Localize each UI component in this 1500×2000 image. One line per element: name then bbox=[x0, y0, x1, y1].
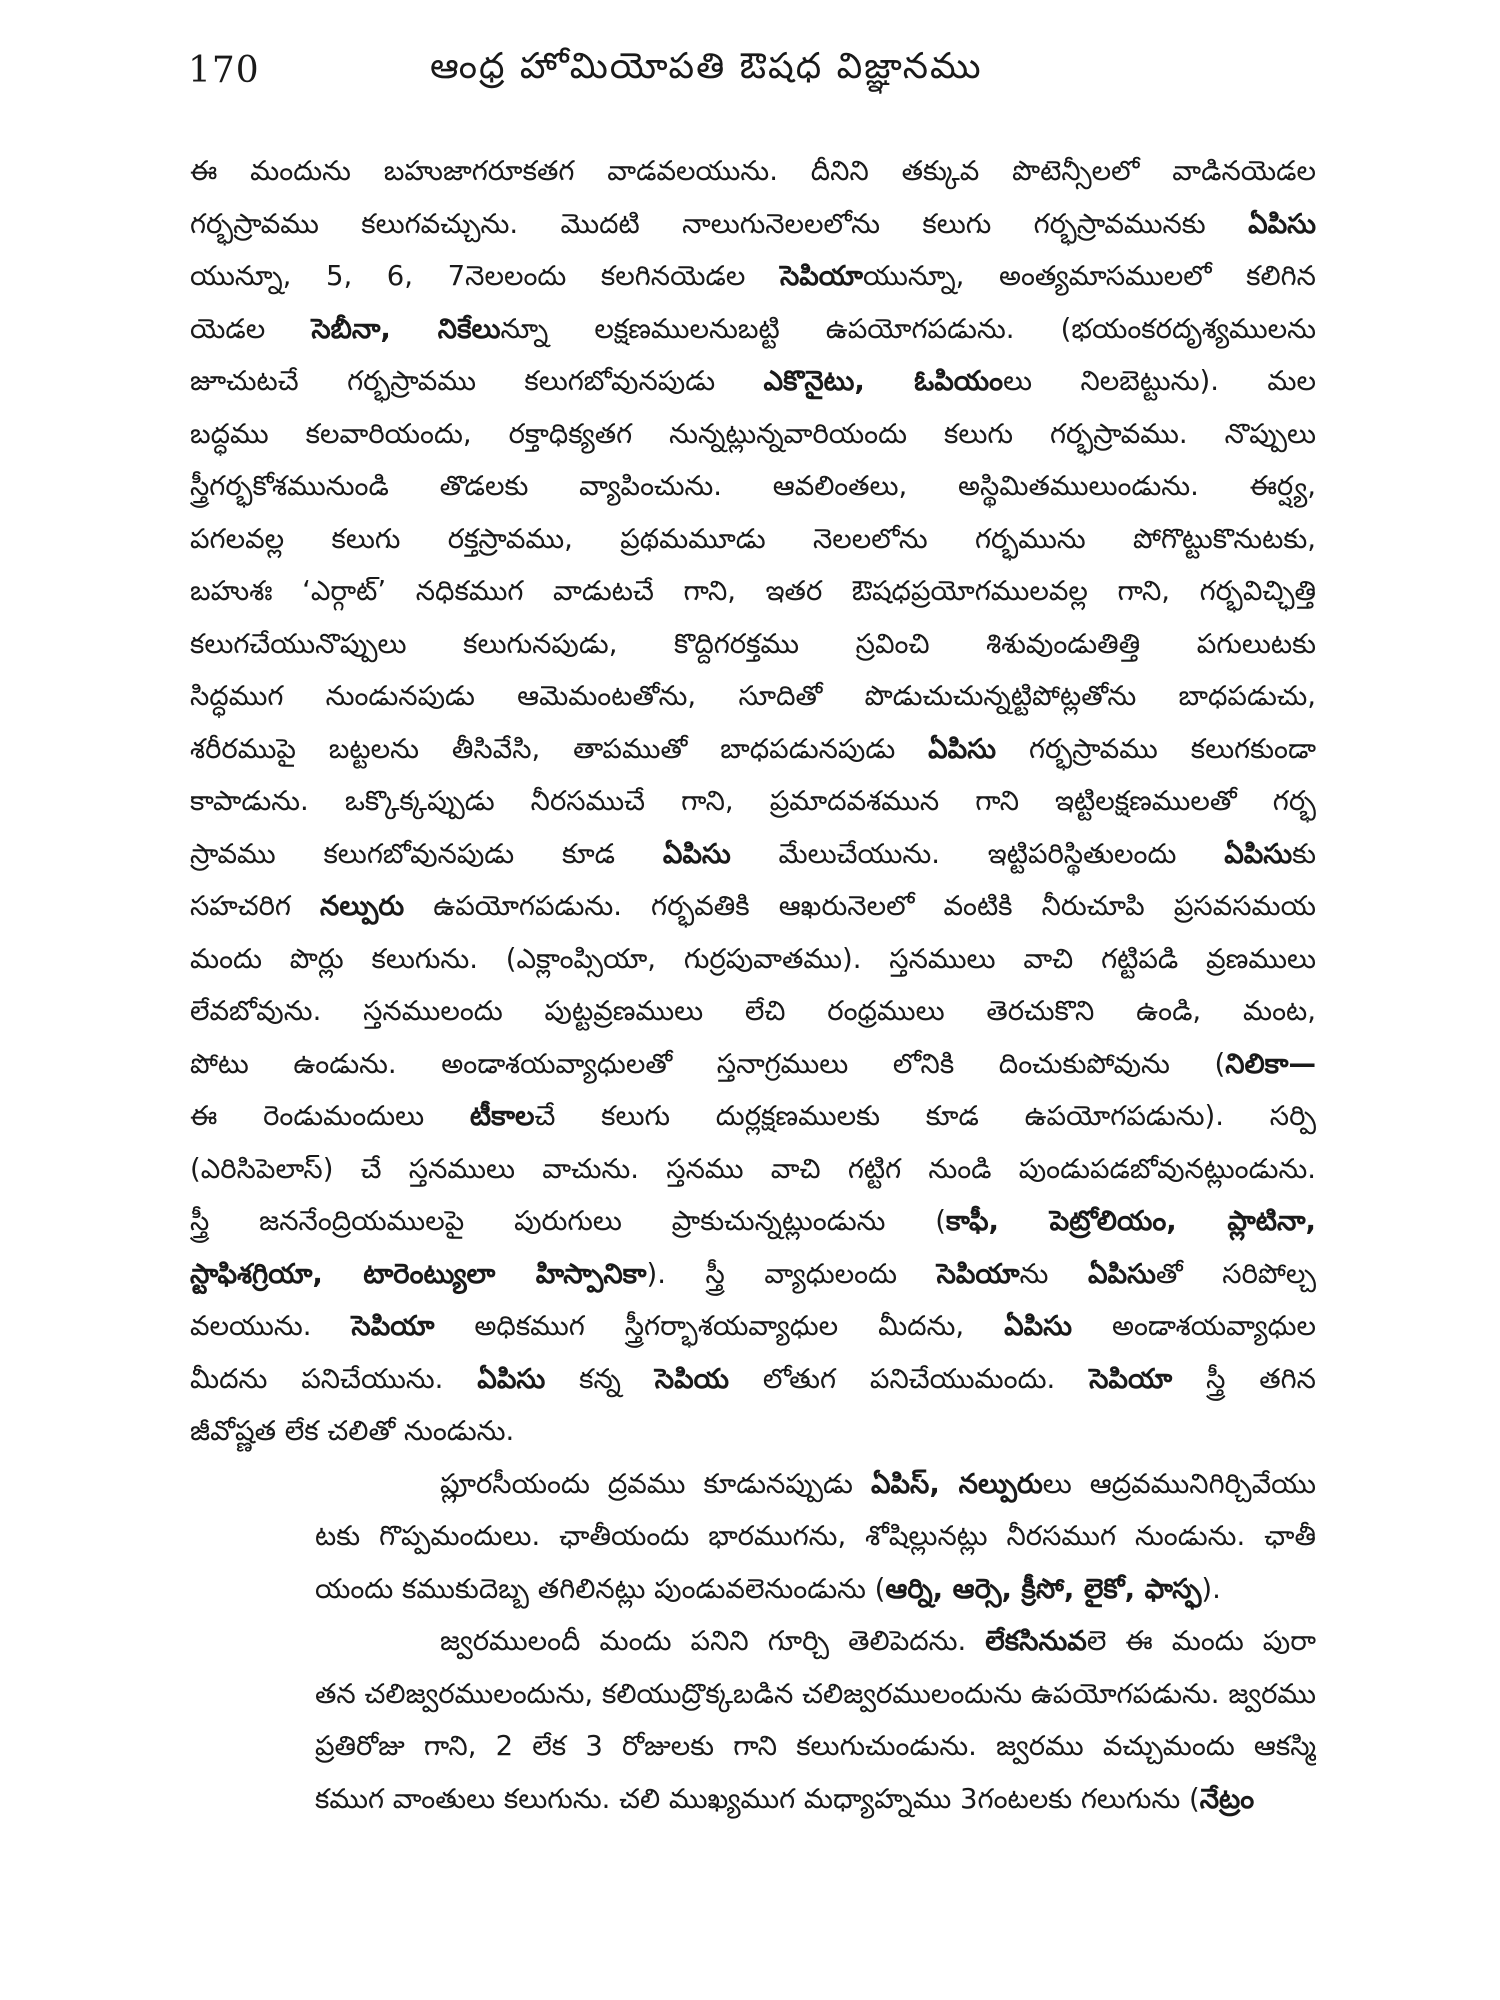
text-run: (ఎరిసిపెలాస్) చే స్తనములు వాచును. స్తనము వాచి గట్టిగ నుండి పుండుపడబోవునట్లుండును. bbox=[190, 1152, 1316, 1185]
text-run: ప్లూరసీయందు ద్రవము కూడునప్పుడు bbox=[440, 1467, 871, 1500]
text-line bbox=[190, 408, 1316, 461]
text-run: కాపాడును. ఒక్కొక్కప్పుడు నీరసముచే గాని, ప్రమాదవశమున గాని ఇట్టిలక్షణములతో గర్భ bbox=[190, 785, 1316, 817]
bold-remedy-name: టీకాల bbox=[469, 1100, 535, 1132]
text-line bbox=[190, 1720, 1316, 1773]
text-line bbox=[190, 1038, 1316, 1091]
bold-remedy-name: సెపియా bbox=[779, 260, 863, 292]
bold-remedy-name: సెపియా bbox=[1089, 1362, 1173, 1395]
text-line bbox=[190, 460, 1316, 513]
text-line bbox=[190, 723, 1316, 776]
text-run: ప్రతిరోజు గాని, 2 లేక 3 రోజులకు గాని కలుగుచుండును. జ్వరము వచ్చుమందు ఆకస్మి bbox=[315, 1730, 1316, 1762]
text-run: మందు పొర్లు కలుగును. (ఎక్లాంప్సియా, గుర్రపువాతము). స్తనములు వాచి గట్టిపడి వ్రణములు bbox=[190, 942, 1316, 975]
bold-remedy-name: సెపియ bbox=[654, 1362, 730, 1395]
text-line bbox=[190, 250, 1316, 303]
text-line bbox=[190, 828, 1316, 881]
text-run: అధికముగ స్త్రీగర్భాశయవ్యాధుల మీదను, bbox=[434, 1310, 1005, 1342]
text-line bbox=[190, 880, 1316, 933]
text-run: ఈ మందును బహుజాగరూకతగ వాడవలయును. దీనిని తక్కువ పొటెన్సీలలో వాడినయెడల bbox=[190, 155, 1316, 187]
text-line bbox=[190, 355, 1316, 408]
body-text bbox=[190, 145, 1316, 1825]
text-run: శరీరముపై బట్టలను తీసివేసి, తాపముతో బాధపడునపుడు bbox=[190, 732, 929, 765]
text-run: తన చలిజ్వరములందును, కలియుద్రొక్కబడిన చలిజ్వరములందును ఉపయోగపడును. జ్వరము bbox=[315, 1677, 1316, 1710]
text-run: గర్భస్రావము కలుగవచ్చును. మొదటి నాలుగునెలలలోను కలుగు గర్భస్రావమునకు bbox=[190, 207, 1249, 240]
bold-remedy-name: సెపియా bbox=[351, 1310, 435, 1342]
text-line bbox=[190, 1615, 1316, 1668]
text-run: యున్నూ, అంత్యమాసములలో కలిగిన bbox=[863, 260, 1316, 292]
bold-remedy-name: ఏపిసు bbox=[662, 837, 731, 870]
text-run: చే కలుగు దుర్లక్షణములకు కూడ ఉపయోగపడును). సర్పి bbox=[534, 1100, 1316, 1132]
text-line bbox=[190, 1510, 1316, 1563]
text-line bbox=[190, 1563, 1316, 1616]
text-run: బద్ధము కలవారియందు, రక్తాధిక్యతగ నున్నట్లున్నవారియందు కలుగు గర్భస్రావము. నొప్పులు bbox=[190, 417, 1316, 450]
text-run: పగలవల్ల కలుగు రక్తస్రావము, ప్రథమమూడు నెలలలోను గర్భమును పోగొట్టుకొనుటకు, bbox=[190, 522, 1316, 555]
text-line bbox=[190, 198, 1316, 251]
text-run: సహచరిగ bbox=[190, 890, 321, 922]
text-run: స్రావము కలుగబోవునపుడు కూడ bbox=[190, 837, 663, 870]
text-line bbox=[190, 1300, 1316, 1353]
paragraph bbox=[190, 145, 1316, 1458]
text-run: సిద్ధముగ నుండునపుడు ఆమెమంటతోను, సూదితో పొడుచుచున్నట్టిపోట్లతోను బాధపడుచు, bbox=[190, 680, 1316, 712]
text-line bbox=[190, 513, 1316, 566]
text-line bbox=[190, 1668, 1316, 1721]
bold-remedy-name: సెబీనా, నికేలు bbox=[311, 312, 501, 345]
text-run: అండాశయవ్యాధుల bbox=[1072, 1310, 1316, 1342]
paragraph bbox=[190, 1458, 1316, 1616]
text-run: జీవోష్ణత లేక చలితో నుండును. bbox=[190, 1415, 515, 1447]
text-run: మీదను పనిచేయును. bbox=[190, 1362, 478, 1395]
text-run: యెడల bbox=[190, 312, 312, 345]
text-run: ). bbox=[1201, 1572, 1221, 1605]
bold-remedy-name: నేట్రం bbox=[1199, 1782, 1255, 1815]
text-run: పోటు ఉండును. అండాశయవ్యాధులతో స్తనాగ్రములు లోనికి దించుకుపోవును ( bbox=[190, 1047, 1226, 1080]
text-run: లు ఆద్రవమునిగిర్చివేయు bbox=[1042, 1467, 1316, 1500]
text-line bbox=[190, 1195, 1316, 1248]
text-line bbox=[190, 1248, 1316, 1301]
text-run: టకు గొప్పమందులు. ఛాతీయందు భారముగను, శోషిల్లునట్లు నీరసముగ నుండును. ఛాతీ bbox=[315, 1520, 1316, 1552]
text-line bbox=[190, 985, 1316, 1038]
text-line bbox=[190, 1143, 1316, 1196]
text-run: కముగ వాంతులు కలుగును. చలి ముఖ్యముగ మధ్యాహ్నము 3గంటలకు గలుగును ( bbox=[315, 1782, 1200, 1815]
bold-remedy-name: ఏపిసు bbox=[477, 1362, 546, 1395]
text-run: స్త్రీ తగిన bbox=[1172, 1362, 1316, 1395]
text-line bbox=[190, 303, 1316, 356]
text-run: యందు కముకుదెబ్బ తగిలినట్లు పుండువలెనుండును ( bbox=[315, 1572, 886, 1605]
text-line bbox=[190, 933, 1316, 986]
text-run: స్త్రీ జననేంద్రియములపై పురుగులు ప్రాకుచున్నట్లుండును ( bbox=[190, 1205, 946, 1237]
text-line bbox=[190, 145, 1316, 198]
page-number: 170 bbox=[188, 50, 260, 91]
text-run: జూచుటచే గర్భస్రావము కలుగబోవునపుడు bbox=[190, 365, 764, 397]
text-run: కు bbox=[1292, 837, 1316, 870]
text-run: తో సరిపోల్చ bbox=[1155, 1257, 1316, 1290]
bold-remedy-name: లేకసినువ bbox=[985, 1625, 1087, 1657]
text-run: న్నూ లక్షణములనుబట్టి ఉపయోగపడును. (భయంకరదృశ్యములను bbox=[500, 312, 1316, 345]
paragraph bbox=[190, 1615, 1316, 1825]
text-line bbox=[190, 775, 1316, 828]
bold-remedy-name: సెపియా bbox=[936, 1257, 1020, 1290]
bold-remedy-name: నల్పురు bbox=[320, 890, 405, 922]
text-run: వలయును. bbox=[190, 1310, 352, 1342]
text-line bbox=[190, 618, 1316, 671]
text-line bbox=[190, 670, 1316, 723]
text-run: ఉపయోగపడును. గర్భవతికి ఆఖరునెలలో వంటికి నీరుచూపి ప్రసవసమయ bbox=[404, 890, 1316, 922]
text-run: యున్నూ, 5, 6, 7నెలలందు కలగినయెడల bbox=[190, 260, 780, 292]
text-run: ఈ రెండుమందులు bbox=[190, 1100, 470, 1132]
text-run: ). స్త్రీ వ్యాధులందు bbox=[646, 1257, 937, 1290]
text-line bbox=[190, 1353, 1316, 1406]
text-run: కన్న bbox=[545, 1362, 655, 1395]
text-run: మేలుచేయును. ఇట్టిపరిస్థితులందు bbox=[730, 837, 1225, 870]
page-header bbox=[0, 38, 1500, 108]
text-run: జ్వరములందీ మందు పనిని గూర్చి తెలిపెదను. bbox=[440, 1625, 986, 1657]
text-run: గర్భస్రావము కలుగకుండా bbox=[996, 732, 1316, 765]
bold-remedy-name: ఎకొనైటు, ఓపియం bbox=[763, 365, 1004, 397]
text-run: లోతుగ పనిచేయుమందు. bbox=[729, 1362, 1090, 1395]
text-run: బహుశః ‘ఎర్గాట్’ నధికముగ వాడుటచే గాని, ఇతర ఔషధప్రయోగములవల్ల గాని, గర్భవిచ్ఛిత్తి bbox=[190, 575, 1316, 607]
bold-remedy-name: ఏపిస్, నల్పురు bbox=[870, 1467, 1043, 1500]
text-run: లు నిలబెట్టును). మల bbox=[1003, 365, 1316, 397]
text-line bbox=[190, 1773, 1316, 1826]
text-line bbox=[190, 565, 1316, 618]
bold-remedy-name: ఏపిసు bbox=[928, 732, 997, 765]
bold-remedy-name: ఏపిసు bbox=[1248, 207, 1316, 240]
text-line bbox=[190, 1090, 1316, 1143]
text-run: లె ఈ మందు పురా bbox=[1086, 1625, 1316, 1657]
bold-remedy-name: స్టాఫిశగ్రియా, టారెంట్యులా హిస్పానికా bbox=[190, 1257, 647, 1290]
bold-remedy-name: నిలికా— bbox=[1225, 1047, 1316, 1080]
bold-remedy-name: ఆర్ని, ఆర్సె, క్రీసో, లైకో, ఫాస్ఫ bbox=[885, 1572, 1202, 1605]
bold-remedy-name: ఏపిసు bbox=[1087, 1257, 1156, 1290]
running-title: ఆంధ్ర హోమియోపతి ఔషధ విజ్ఞానము bbox=[430, 46, 983, 87]
text-run: ను bbox=[1019, 1257, 1088, 1290]
text-line bbox=[190, 1405, 1316, 1458]
text-line bbox=[190, 1458, 1316, 1511]
text-run: కలుగచేయునొప్పులు కలుగునపుడు, కొద్దిగరక్తము స్రవించి శిశువుండుతిత్తి పగులుటకు bbox=[190, 627, 1316, 660]
bold-remedy-name: కాఫీ, పెట్రోలియం, ప్లాటినా, bbox=[946, 1205, 1316, 1237]
text-run: స్త్రీగర్భకోశమునుండి తొడలకు వ్యాపించును. ఆవలింతలు, అస్థిమితములుండును. ఈర్ష్య, bbox=[190, 470, 1316, 502]
text-run: లేవబోవును. స్తనములందు పుట్టవ్రణములు లేచి రంధ్రములు తెరచుకొని ఉండి, మంట, bbox=[190, 995, 1316, 1027]
bold-remedy-name: ఏపిసు bbox=[1004, 1310, 1073, 1342]
bold-remedy-name: ఏపిసు bbox=[1224, 837, 1293, 870]
